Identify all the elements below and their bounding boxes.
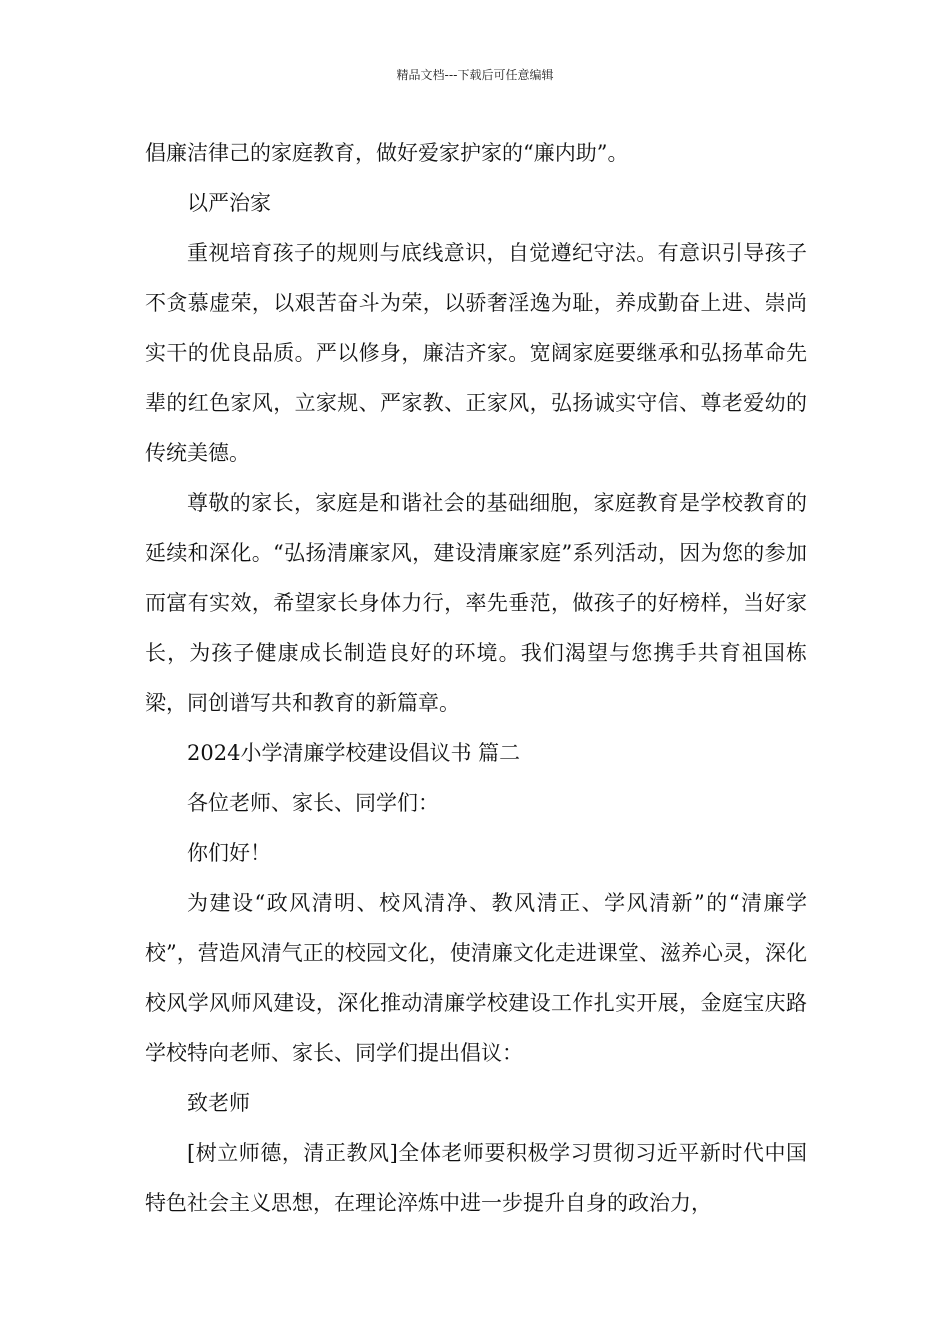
greeting: 你们好！	[187, 841, 271, 865]
section-heading: 致老师	[187, 1091, 250, 1115]
section-heading: 以严治家	[187, 191, 271, 215]
paragraph: 尊敬的家长，家庭是和谐社会的基础细胞，家庭教育是学校教育的延续和深化。“弘扬清廉家风，建设清廉家庭”系列活动，因为您的参加而富有实效，希望家长身体力行，率先垂范，做孩子的好榜样，当好家长，为孩子健康成长制造良好的环境。我们渴望与您携手共育祖国栋梁，同创谱写共和教育的新篇章。	[145, 491, 807, 715]
salutation: 各位老师、家长、同学们：	[187, 791, 439, 815]
paragraph: [树立师德，清正教风]全体老师要积极学习贯彻习近平新时代中国特色社会主义思想，在理论淬炼中进一步提升自身的政治力，	[145, 1141, 807, 1215]
paragraph: 重视培育孩子的规则与底线意识，自觉遵纪守法。有意识引导孩子不贪慕虚荣，以艰苦奋斗为荣，以骄奢淫逸为耻，养成勤奋上进、崇尚实干的优良品质。严以修身，廉洁齐家。宽阔家庭要继承和弘扬革命先辈的红色家风，立家规、严家教、正家风，弘扬诚实守信、尊老爱幼的传统美德。	[145, 241, 807, 465]
section-title: 2024小学清廉学校建设倡议书 篇二	[187, 741, 521, 765]
document-body	[145, 128, 807, 1228]
paragraph: 倡廉洁律己的家庭教育，做好爱家护家的“廉内助”。	[145, 141, 629, 165]
paragraph: 为建设“政风清明、校风清净、教风清正、学风清新”的“清廉学校”，营造风清气正的校园文化，使清廉文化走进课堂、滋养心灵，深化校风学风师风建设，深化推动清廉学校建设工作扎实开展，金庭宝庆路学校特向老师、家长、同学们提出倡议：	[145, 891, 807, 1065]
page-header: 精品文档---下载后可任意编辑	[396, 68, 554, 82]
